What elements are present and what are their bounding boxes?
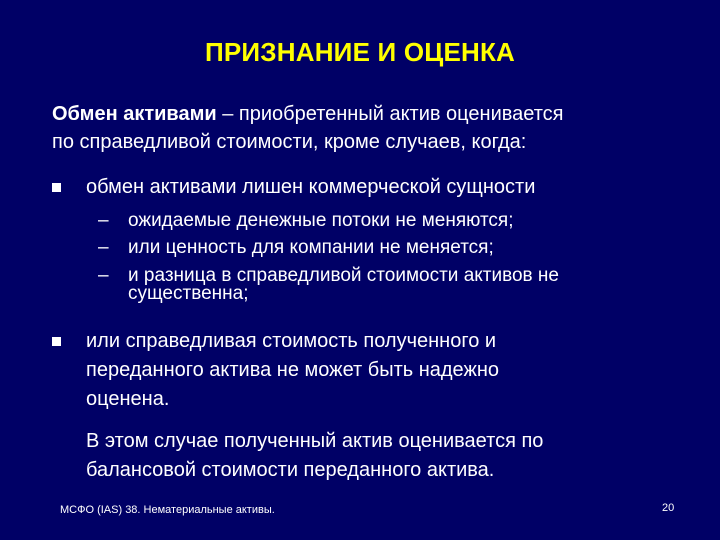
dash-marker: – <box>98 210 109 231</box>
bullet-line-2: переданного актива не может быть надежно <box>86 359 499 381</box>
bullet-text: обмен активами лишен коммерческой сущности <box>86 176 536 198</box>
sub-item-text <box>128 265 559 305</box>
page-number: 20 <box>662 502 675 514</box>
square-bullet-icon <box>52 337 61 346</box>
intro-definition: – приобретенный актив оценивается <box>216 103 564 125</box>
bullet-text <box>86 328 499 413</box>
note-line-1: В этом случае полученный актив оценивается по <box>86 430 544 452</box>
intro-line-2: по справедливой стоимости, кроме случаев, когда: <box>52 131 527 153</box>
dash-marker: – <box>98 265 109 286</box>
footer-source: МСФО (IAS) 38. Нематериальные активы. <box>60 504 275 516</box>
intro-term: Обмен активами <box>52 103 217 125</box>
sub-item-line-2: существенна; <box>128 283 249 304</box>
sub-item-line-1: и разница в справедливой стоимости активов не <box>128 265 559 286</box>
intro-paragraph <box>52 100 692 156</box>
square-bullet-icon <box>52 183 61 192</box>
note-paragraph <box>86 428 543 484</box>
intro-line-1 <box>52 100 692 128</box>
note-line-2: балансовой стоимости переданного актива. <box>86 459 495 481</box>
sub-item-text: или ценность для компании не меняется; <box>128 237 494 258</box>
dash-marker: – <box>98 237 109 258</box>
bullet-line-3: оценена. <box>86 388 170 410</box>
bullet-line-1: или справедливая стоимость полученного и <box>86 330 497 352</box>
slide-title: ПРИЗНАНИЕ И ОЦЕНКА <box>204 37 516 67</box>
sub-item-text: ожидаемые денежные потоки не меняются; <box>128 210 514 231</box>
